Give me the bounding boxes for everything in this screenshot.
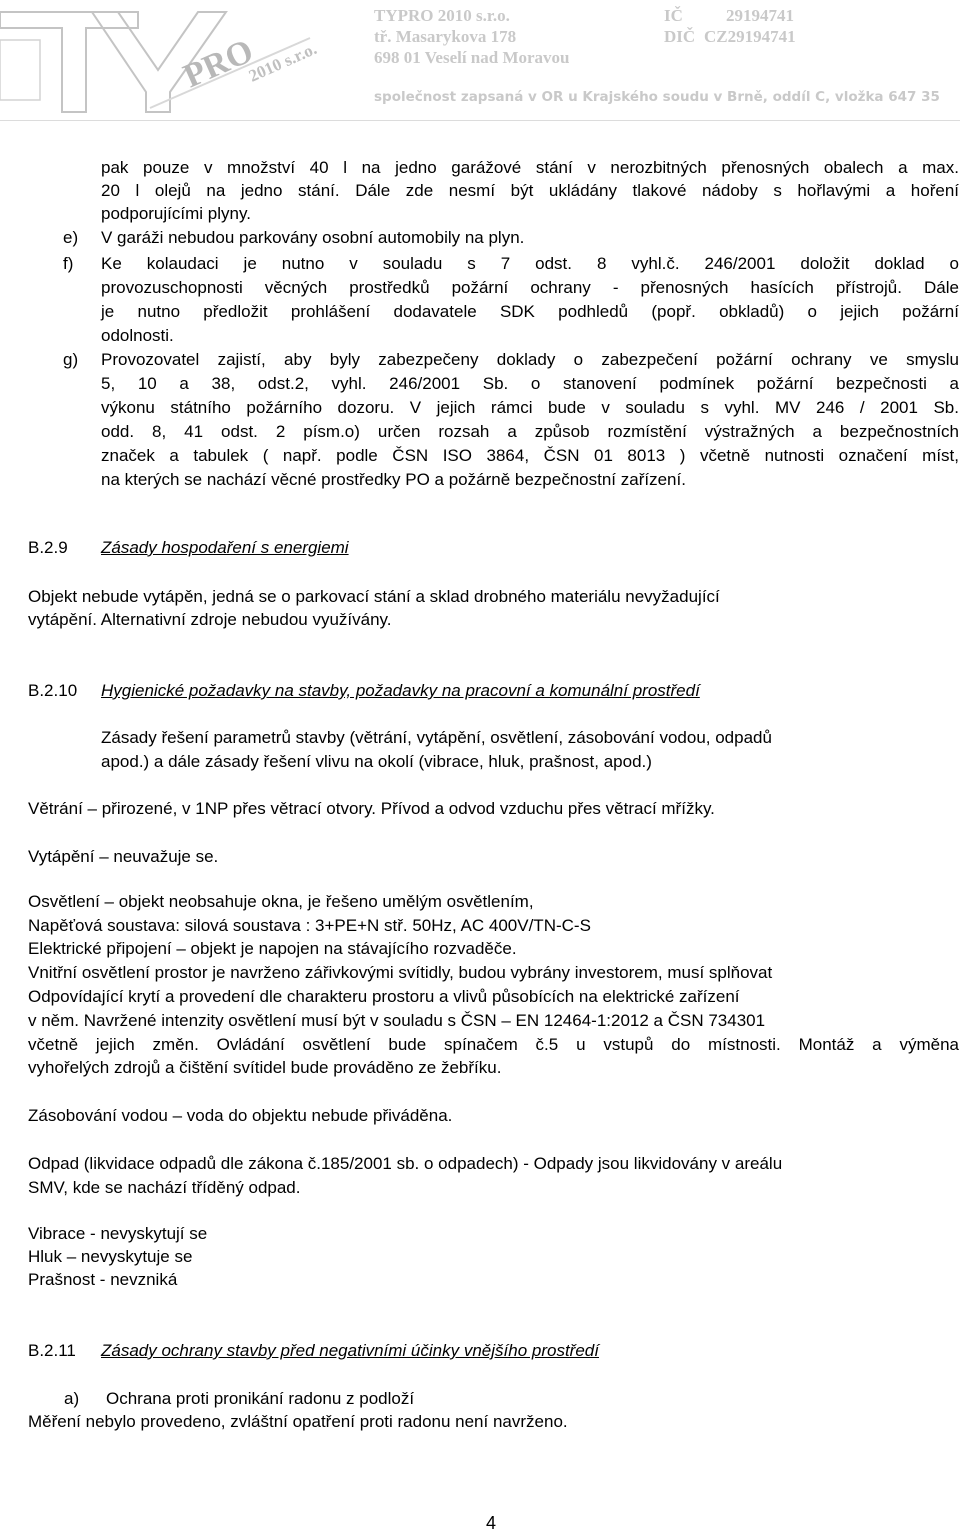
odpad-line-2: SMV, kde se nachází tříděný odpad. [28, 1178, 301, 1197]
company-street: tř. Masarykova 178 [374, 27, 517, 46]
item-f-line-3: je nutno předložit prohlášení dodavatele SDK podhledů (popř. obkladů) o jejich požární [101, 302, 959, 321]
section-b29-line-1: Objekt nebude vytápěn, jedná se o parkovací stání a sklad drobného materiálu nevyžadující [28, 587, 720, 606]
section-b29-number: B.2.9 [28, 538, 68, 557]
item-f-line-2: provozuschopnosti věcných prostředků požární ochrany - přenosných hasících přístrojů. Dále [101, 278, 959, 297]
page-number: 4 [486, 1513, 497, 1533]
section-b210-number: B.2.10 [28, 681, 78, 700]
section-b211-title: Zásady ochrany stavby před negativními účinky vnějšího prostředí [101, 1341, 599, 1360]
header-divider [0, 120, 960, 121]
section-b29-line-2: vytápění. Alternativní zdroje nebudou využívány. [28, 610, 392, 629]
company-city: 698 01 Veselí nad Moravou [374, 48, 570, 67]
osvetleni-line-1: Osvětlení – objekt neobsahuje okna, je řešeno umělým osvětlením, [28, 892, 534, 911]
section-b210-title: Hygienické požadavky na stavby, požadavky na pracovní a komunální prostředí [101, 681, 700, 700]
section-b211-number: B.2.11 [28, 1341, 76, 1360]
okoli-hluk: Hluk – nevyskytuje se [28, 1247, 193, 1266]
section-b211-item-a-label: a) [64, 1389, 80, 1408]
continuation-line-3: podporujícími plyny. [101, 204, 251, 223]
vetrani-line: Větrání – přirozené, v 1NP přes větrací otvory. Přívod a odvod vzduchu přes větrací mřížky. [28, 799, 715, 818]
svg-text:PRO: PRO [178, 32, 259, 96]
dic-label: DIČ [664, 27, 696, 46]
vytapeni-line: Vytápění – neuvažuje se. [28, 847, 219, 866]
item-g-label: g) [63, 350, 79, 369]
item-e-text: V garáži nebudou parkovány osobní automobily na plyn. [101, 228, 525, 247]
ic-value: 29194741 [726, 6, 794, 25]
company-logo [0, 0, 372, 120]
section-b210-intro-2: apod.) a dále zásady řešení vlivu na okolí (vibrace, hluk, prašnost, apod.) [101, 752, 652, 771]
osvetleni-line-4: Vnitřní osvětlení prostor je navrženo zářivkovými svítidly, budou vybrány investorem, musí splňovat [28, 963, 773, 982]
section-b210-intro-1: Zásady řešení parametrů stavby (větrání, vytápění, osvětlení, zásobování vodou, odpadů [101, 728, 772, 747]
company-name: TYPRO 2010 s.r.o. [374, 6, 510, 25]
item-g-line-2: 5, 10 a 38, odst.2, vyhl. 246/2001 Sb. o stanovení podmínek požární bezpečnosti a [101, 374, 959, 393]
osvetleni-line-7: včetně jejich změn. Ovládání osvětlení bude spínačem č.5 u vstupů do místnosti. Montáž a výměna [28, 1035, 959, 1054]
osvetleni-line-3: Elektrické připojení – objekt je napojen na stávajícího rozvaděče. [28, 939, 517, 958]
svg-text:2010 s.r.o.: 2010 s.r.o. [245, 38, 320, 86]
zasobovani-line: Zásobování vodou – voda do objektu nebude přiváděna. [28, 1106, 453, 1125]
item-f-line-1: Ke kolaudaci je nutno v souladu s 7 odst. 8 vyhl.č. 246/2001 doložit doklad o [101, 254, 959, 273]
item-g-line-5: značek a tabulek ( např. podle ČSN ISO 3864, ČSN 01 8013 ) včetně nutnosti označení míst, [101, 446, 959, 465]
osvetleni-line-8: vyhořelých zdrojů a čištění svítidel bude prováděno ze žebříku. [28, 1058, 502, 1077]
item-g-line-6: na kterých se nachází věcné prostředky PO a požárně bezpečnostní zařízení. [101, 470, 686, 489]
item-f-label: f) [63, 254, 74, 273]
continuation-line-2: 20 l olejů na jedno stání. Dále zde nesmí být ukládány tlakové nádoby s hořlavými a hoření [101, 181, 959, 200]
ic-label: IČ [664, 6, 683, 25]
item-e-label: e) [63, 228, 79, 247]
osvetleni-line-6: v něm. Navržené intenzity osvětlení musí být v souladu s ČSN – EN 12464-1:2012 a ČSN 734301 [28, 1011, 766, 1030]
odpad-line-1: Odpad (likvidace odpadů dle zákona č.185/2001 sb. o odpadech) - Odpady jsou likvidovány v areálu [28, 1154, 783, 1173]
item-f-line-4: odolnosti. [101, 326, 174, 345]
osvetleni-line-2: Napěťová soustava: silová soustava : 3+PE+N stř. 50Hz, AC 400V/TN-C-S [28, 916, 591, 935]
section-b211-item-a-text: Ochrana proti pronikání radonu z podloží [106, 1389, 415, 1408]
item-g-line-3: výkonu státního požárního dozoru. V jejich rámci bude v souladu s vyhl. MV 246 / 2001 Sb. [101, 398, 959, 417]
section-b211-line: Měření nebylo provedeno, zvláštní opatření proti radonu není navrženo. [28, 1412, 568, 1431]
section-b29-title: Zásady hospodaření s energiemi [101, 538, 349, 557]
dic-value: CZ29194741 [704, 27, 796, 46]
okoli-vibrace: Vibrace - nevyskytují se [28, 1224, 208, 1243]
company-registration: společnost zapsaná v OR u Krajského soudu v Brně, oddíl C, vložka 647 35 [374, 89, 940, 105]
continuation-line-1: pak pouze v množství 40 l na jedno garážové stání v nerozbitných přenosných obalech a max. [101, 158, 959, 177]
osvetleni-line-5: Odpovídající krytí a provedení dle charakteru prostoru a vlivů působících na elektrické zařízení [28, 987, 740, 1006]
okoli-prasnost: Prašnost - nevzniká [28, 1270, 178, 1289]
letterhead [0, 0, 960, 128]
item-g-line-4: odd. 8, 41 odst. 2 písm.o) určen rozsah a způsob rozmístění výstražných a bezpečnostních [101, 422, 959, 441]
item-g-line-1: Provozovatel zajistí, aby byly zabezpečeny doklady o zabezpečení požární ochrany ve smyslu [101, 350, 959, 369]
